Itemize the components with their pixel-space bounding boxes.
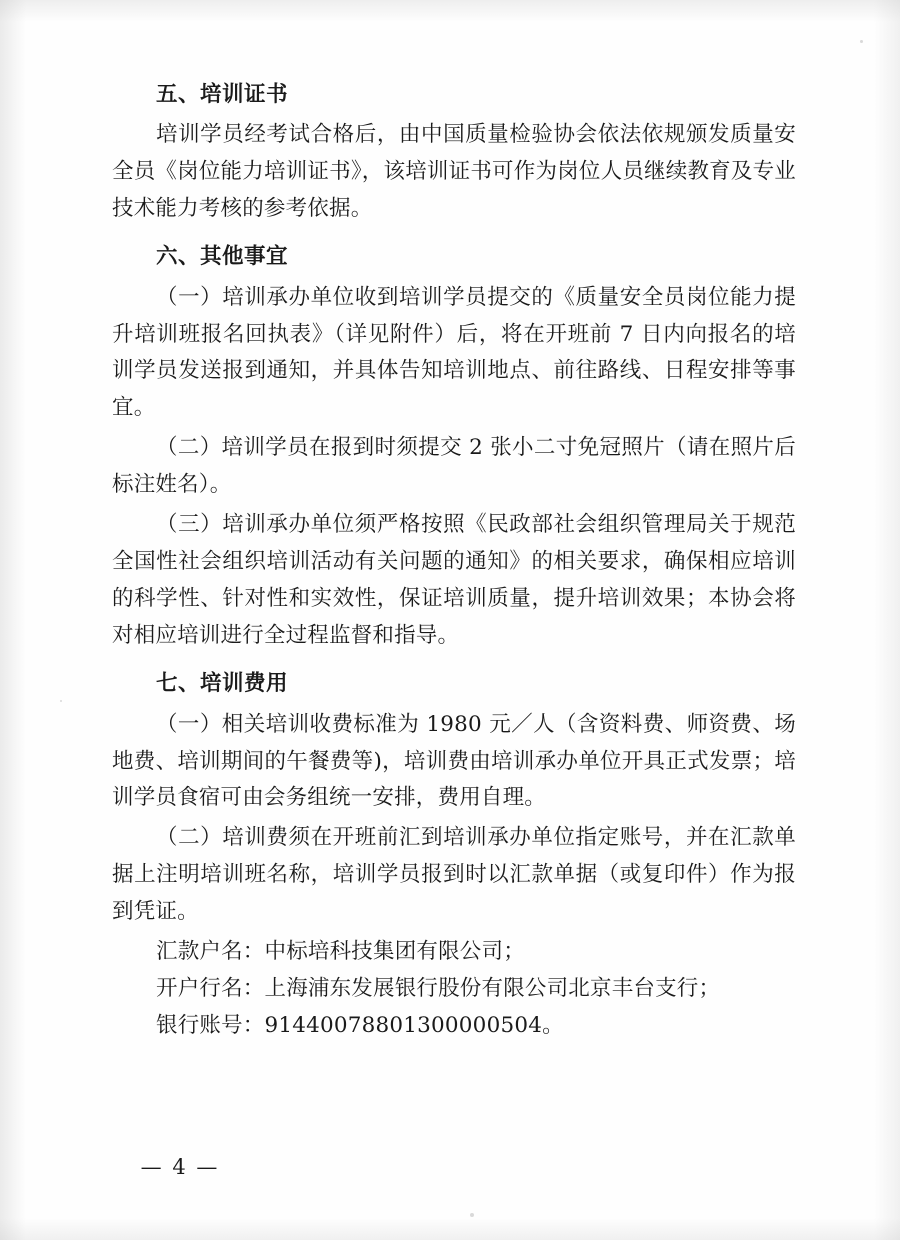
section-gap — [112, 658, 796, 667]
bank-account-name-line: 汇款户名：中标培科技集团有限公司； — [156, 939, 525, 965]
scan-edge-shadow-top — [0, 0, 900, 22]
scan-speck — [60, 700, 62, 702]
section-5-paragraph-1: 培训学员经考试合格后，由中国质量检验协会依法依规颁发质量安全员《岗位能力培训证书》，该培训证书可作为岗位人员继续教育及专业技术能力考核的参考依据。 — [112, 122, 796, 222]
scan-edge-shadow-right — [874, 0, 900, 1240]
section-6-paragraph-3: （三）培训承办单位须严格按照《民政部社会组织管理局关于规范全国性社会组织培训活动有关问题的通知》的相关要求，确保相应培训的科学性、针对性和实效性，保证培训质量，提升培训效果；本协会将对相应培训进行全过程监督和指导。 — [112, 512, 796, 649]
scan-speck — [470, 1213, 474, 1217]
bank-account-number-line: 银行账号：91440078801300000504。 — [156, 1013, 564, 1039]
section-7-paragraph-2: （二）培训费须在开班前汇到培训承办单位指定账号，并在汇款单据上注明培训班名称，培训学员报到时以汇款单据（或复印件）作为报到凭证。 — [112, 825, 796, 925]
page-footer — [0, 1155, 900, 1179]
scan-speck — [860, 40, 863, 43]
section-heading-6: 六、其他事宜 — [156, 244, 289, 270]
scan-edge-shadow-left — [0, 0, 26, 1240]
section-heading-7: 七、培训费用 — [156, 671, 289, 697]
section-gap — [112, 231, 796, 240]
section-6-paragraph-1: （一）培训承办单位收到培训学员提交的《质量安全员岗位能力提升培训班报名回执表》（详见附件）后，将在开班前 7 日内向报名的培训学员发送报到通知，并具体告知培训地点、前往路线、日程安排等事宜。 — [112, 284, 796, 421]
bank-branch-line: 开户行名：上海浦东发展银行股份有限公司北京丰台支行； — [156, 976, 721, 1002]
page-number: — 4 — — [140, 1155, 220, 1179]
section-heading-5: 五、培训证书 — [156, 82, 289, 107]
section-6-paragraph-2: （二）培训学员在报到时须提交 2 张小二寸免冠照片（请在照片后标注姓名）。 — [112, 435, 796, 498]
section-7-paragraph-1: （一）相关培训收费标准为 1980 元／人（含资料费、师资费、场地费、培训期间的午餐费等)，培训费由培训承办单位开具正式发票；培训学员食宿可由会务组统一安排，费用自理。 — [112, 711, 796, 811]
scan-edge-shadow-bottom — [0, 1218, 900, 1240]
document-body — [112, 78, 796, 1045]
